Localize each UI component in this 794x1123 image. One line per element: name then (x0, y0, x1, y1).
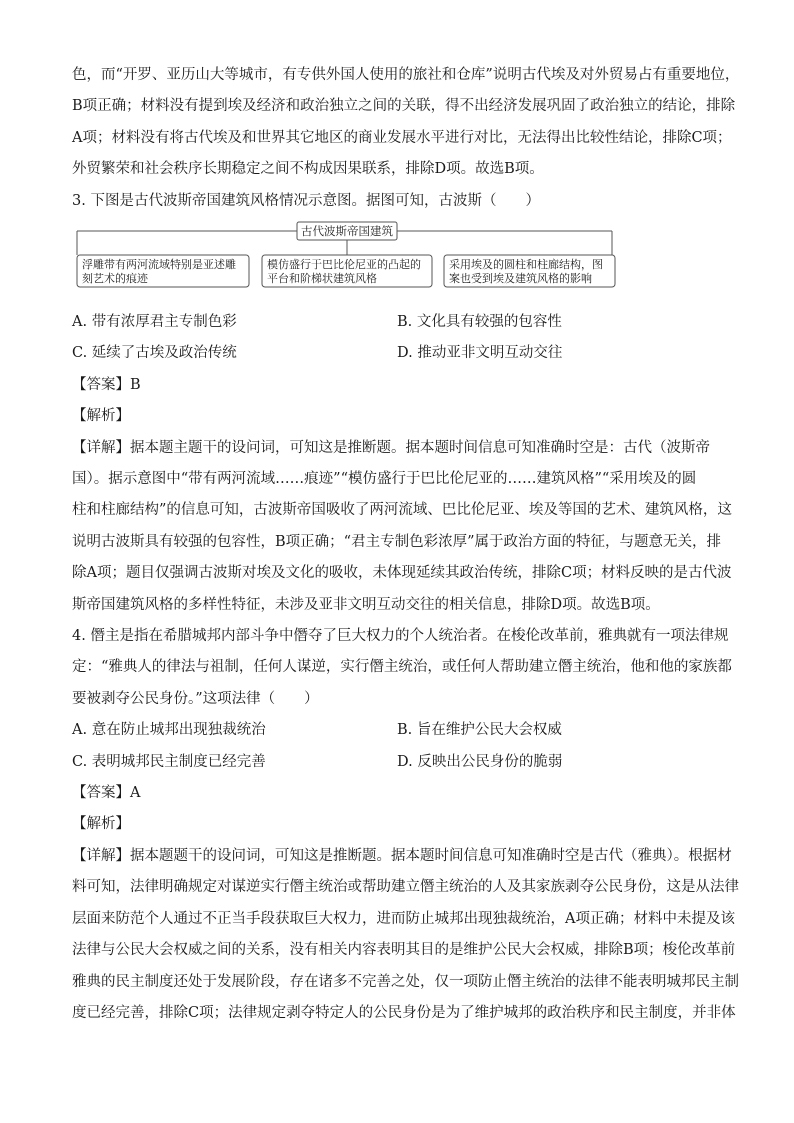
q3-options-row-1 (72, 307, 722, 338)
q4-detail-line: 【详解】据本题题干的设问词，可知这是推断题。据本题时间信息可知准确时空是古代（雅典）。根据材 (72, 847, 732, 864)
q3-detail-line: 国）。据示意图中“带有两河流域……痕迹”“模仿盛行于巴比伦尼亚的……建筑风格”“采用埃及的圆 (72, 471, 697, 488)
q4-answer: 【答案】A (72, 785, 141, 802)
question-4-stem-line: 4. 僭主是指在希腊城邦内部斗争中僭夺了巨大权力的个人统治者。在梭伦改革前，雅典就有一项法律规 (72, 628, 729, 645)
diagram-box-1-line-2: 刻艺术的痕迹 (82, 272, 148, 286)
q3-analysis-label: 【解析】 (72, 408, 130, 425)
q3-option-d: D. 推动亚非文明互动交往 (397, 345, 563, 362)
question-3-stem: 3. 下图是古代波斯帝国建筑风格情况示意图。据图可知，古波斯（ ） (72, 192, 540, 209)
q4-analysis-label: 【解析】 (72, 816, 130, 833)
q3-options-row-2 (72, 338, 722, 369)
paragraph-line: 外贸繁荣和社会秩序长期稳定之间不构成因果联系，排除D项。故选B项。 (72, 161, 544, 178)
q3-option-c: C. 延续了古埃及政治传统 (72, 345, 237, 362)
paragraph-line: 色，而“开罗、亚历山大等城市，有专供外国人使用的旅社和仓库”说明古代埃及对外贸易占有重要地位， (72, 67, 740, 83)
q4-option-d: D. 反映出公民身份的脆弱 (397, 753, 563, 770)
q4-options-row-2 (72, 747, 722, 778)
question-4-stem-line: 定：“雅典人的律法与祖制，任何人谋逆，实行僭主统治，或任何人帮助建立僭主统治，他和他的家族都 (72, 659, 732, 676)
q4-option-b: B. 旨在维护公民大会权威 (397, 722, 562, 739)
q3-detail-line: 说明古波斯具有较强的包容性，B项正确；“君主专制色彩浓厚”属于政治方面的特征，与题意无关，排 (72, 533, 721, 550)
q3-option-a: A. 带有浓厚君主专制色彩 (72, 314, 237, 331)
q4-detail-line: 度已经完善，排除C项；法律规定剥夺特定人的公民身份是为了维护城邦的政治秩序和民主制度，并非体 (72, 1004, 736, 1021)
diagram-title: 古代波斯帝国建筑 (301, 224, 393, 239)
question-4-stem-line: 要被剥夺公民身份。”这项法律（ ） (72, 690, 319, 707)
q3-detail-line: 斯帝国建筑风格的多样性特征，未涉及亚非文明互动交往的相关信息，排除D项。故选B项。 (72, 596, 660, 613)
q4-option-c: C. 表明城邦民主制度已经完善 (72, 753, 266, 770)
paragraph-line: B项正确；材料没有提到埃及经济和政治独立之间的关联，得不出经济发展巩固了政治独立的结论，排除 (72, 98, 736, 115)
q3-detail-line: 除A项；题目仅强调古波斯对埃及文化的吸收，未体现延续其政治传统，排除C项；材料反映的是古代波 (72, 565, 732, 582)
persian-architecture-diagram (72, 221, 722, 303)
q4-options-row-1 (72, 715, 722, 746)
document-page (72, 60, 740, 1029)
paragraph-line: A项；材料没有将古代埃及和世界其它地区的商业发展水平进行对比，无法得出比较性结论，排除C项； (72, 129, 732, 146)
diagram-box-3-line-2: 案也受到埃及建筑风格的影响 (449, 272, 592, 286)
q4-option-a: A. 意在防止城邦出现独裁统治 (72, 722, 266, 739)
q3-answer: 【答案】B (72, 376, 141, 393)
q3-detail-line: 柱和柱廊结构”的信息可知，古波斯帝国吸收了两河流域、巴比伦尼亚、埃及等国的艺术、建筑风格，这 (72, 502, 732, 519)
diagram-box-2-line-1: 模仿盛行于巴比伦尼亚的凸起的 (267, 258, 421, 272)
q4-detail-line: 法律与公民大会权威之间的关系，没有相关内容表明其目的是维护公民大会权威，排除B项；梭伦改革前 (72, 942, 736, 959)
diagram-box-2-line-2: 平台和阶梯状建筑风格 (267, 272, 377, 286)
diagram-box-3-line-1: 采用埃及的圆柱和柱廊结构，图 (449, 258, 603, 272)
q4-detail-line: 层面来防范个人通过不正当手段获取巨大权力，进而防止城邦出现独裁统治，A项正确；材料中未提及该 (72, 910, 735, 927)
q3-option-b: B. 文化具有较强的包容性 (397, 314, 562, 331)
diagram-box-1-line-1: 浮雕带有两河流域特别是亚述雕 (82, 258, 236, 272)
q3-detail-line: 【详解】据本题主题干的设问词，可知这是推断题。据本题时间信息可知准确时空是：古代（波斯帝 (72, 439, 710, 456)
q4-detail-line: 雅典的民主制度还处于发展阶段，存在诸多不完善之处，仅一项防止僭主统治的法律不能表明城邦民主制 (72, 973, 739, 990)
q4-detail-line: 料可知，法律明确规定对谋逆实行僭主统治或帮助建立僭主统治的人及其家族剥夺公民身份，这是从法律 (72, 879, 739, 896)
